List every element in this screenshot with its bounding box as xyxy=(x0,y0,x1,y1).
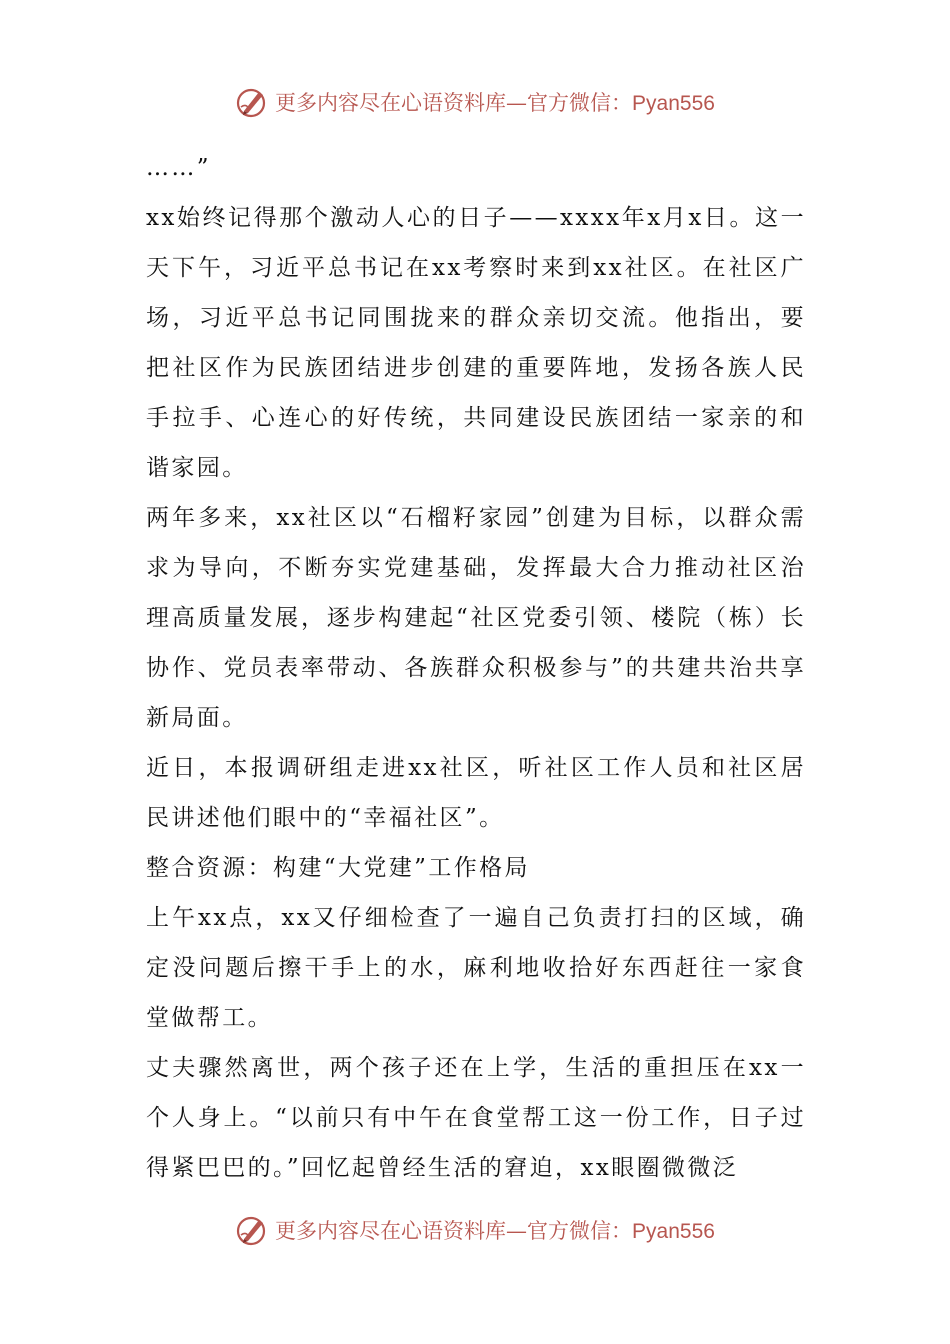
pen-logo-icon xyxy=(235,1213,269,1247)
watermark-slogan: 更多内容尽在心语资料库—官方微信： xyxy=(275,91,633,115)
footer-watermark xyxy=(0,1210,950,1250)
paragraph: 近日，本报调研组走进xx社区，听社区工作人员和社区居民讲述他们眼中的“幸福社区”。 xyxy=(146,755,806,831)
section-heading: 整合资源：构建“大党建”工作格局 xyxy=(146,855,530,881)
watermark-wechat-id: Pyan556 xyxy=(632,1220,715,1243)
document-body xyxy=(146,143,806,1193)
watermark-slogan: 更多内容尽在心语资料库—官方微信： xyxy=(275,1219,633,1243)
header-watermark xyxy=(0,82,950,122)
paragraph: 两年多来，xx社区以“石榴籽家园”创建为目标，以群众需求为导向，不断夯实党建基础，发挥最大合力推动社区治理高质量发展，逐步构建起“社区党委引领、楼院（栋）长协作、党员表率带动、各族群众积极参与”的共建共治共享新局面。 xyxy=(146,505,806,731)
watermark-text xyxy=(275,87,715,117)
paragraph: 丈夫骤然离世，两个孩子还在上学，生活的重担压在xx一个人身上。“以前只有中午在食堂帮工这一份工作，日子过得紧巴巴的。”回忆起曾经生活的窘迫，xx眼圈微微泛 xyxy=(146,1055,806,1181)
watermark-text xyxy=(275,1215,715,1245)
watermark-group xyxy=(235,85,715,119)
paragraph: xx始终记得那个激动人心的日子——xxxx年x月x日。这一天下午，习近平总书记在xx考察时来到xx社区。在社区广场，习近平总书记同围拢来的群众亲切交流。他指出，要把社区作为民族团结进步创建的重要阵地，发扬各族人民手拉手、心连心的好传统，共同建设民族团结一家亲的和谐家园。 xyxy=(146,205,806,481)
watermark-wechat-id: Pyan556 xyxy=(632,92,715,115)
pen-logo-icon xyxy=(235,85,269,119)
paragraph: ……” xyxy=(146,155,211,181)
paragraph: 上午xx点，xx又仔细检查了一遍自己负责打扫的区域，确定没问题后擦干手上的水，麻利地收拾好东西赶往一家食堂做帮工。 xyxy=(146,905,806,1031)
watermark-group xyxy=(235,1213,715,1247)
